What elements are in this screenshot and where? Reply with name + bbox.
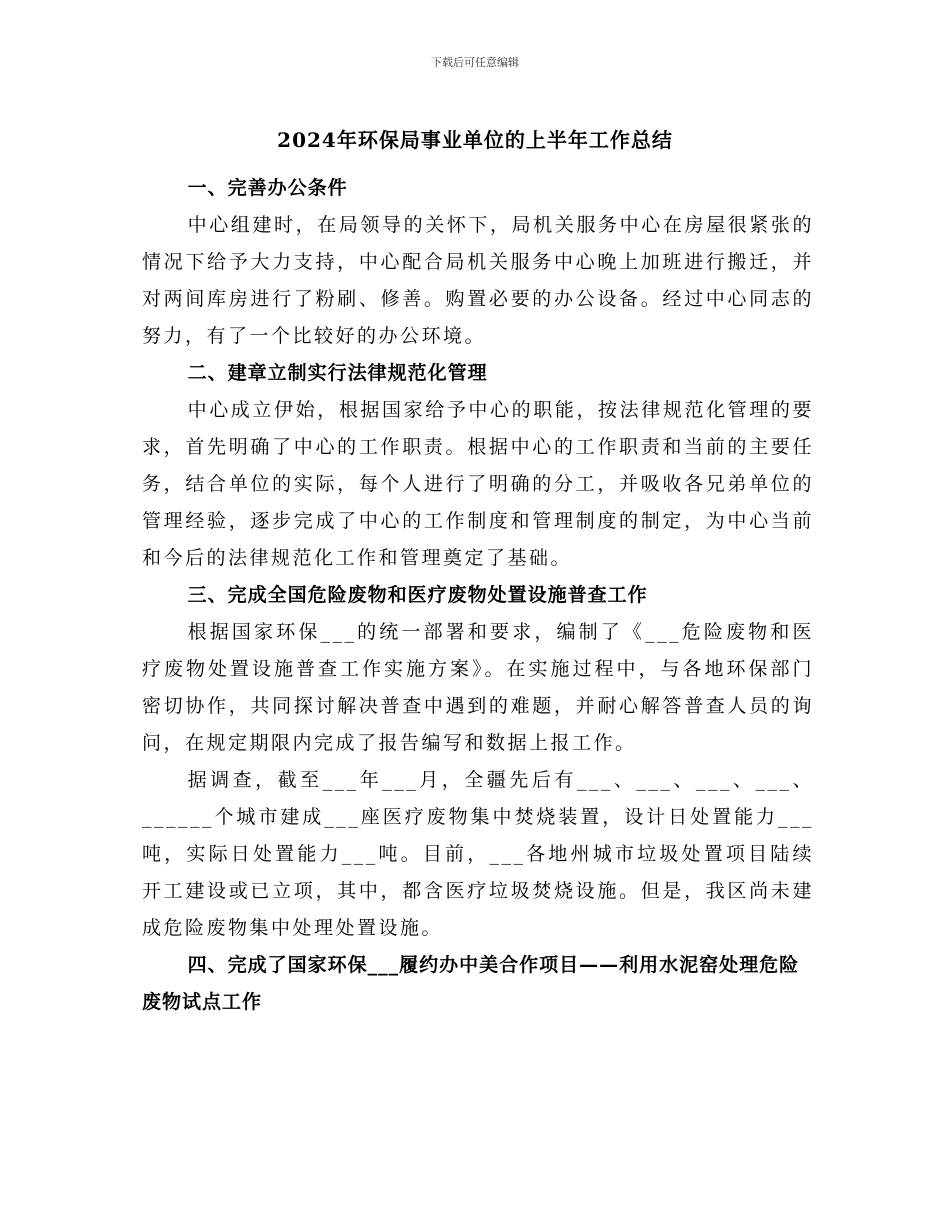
- header-note: 下载后可任意编辑: [431, 56, 519, 69]
- section-heading: 四、完成了国家环保___履约办中美合作项目——利用水泥窑处理危险废物试点工作: [142, 954, 800, 1013]
- section-1: [142, 170, 814, 355]
- document-body: [142, 170, 814, 1021]
- section-3: [142, 577, 814, 947]
- section-2: [142, 355, 814, 577]
- section-heading: 三、完成全国危险废物和医疗废物处置设施普查工作: [187, 584, 648, 606]
- paragraph: 中心组建时，在局领导的关怀下，局机关服务中心在房屋很紧张的情况下给予大力支持，中心配合局机关服务中心晚上加班进行搬迁，并对两间库房进行了粉刷、修善。购置必要的办公设备。经过中心同志的努力，有了一个比较好的办公环境。: [142, 214, 814, 347]
- section-heading: 一、完善办公条件: [187, 177, 348, 199]
- paragraph: 据调查，截至___年___月，全疆先后有___、___、___、___、______个城市建成___座医疗废物集中焚烧装置，设计日处置能力___吨，实际日处置能力___吨。目前，___各地州城市垃圾处置项目陆续开工建设或已立项，其中，都含医疗垃圾焚烧设施。但是，我区尚未建成危险废物集中处理处置设施。: [142, 769, 814, 939]
- paragraph: 根据国家环保___的统一部署和要求，编制了《___危险废物和医疗废物处置设施普查工作实施方案》。在实施过程中，与各地环保部门密切协作，共同探讨解决普查中遇到的难题，并耐心解答普查人员的询问，在规定期限内完成了报告编写和数据上报工作。: [142, 621, 814, 754]
- document-title: 2024年环保局事业单位的上半年工作总结: [277, 128, 673, 152]
- section-heading: 二、建章立制实行法律规范化管理: [187, 362, 488, 384]
- section-4: [142, 947, 814, 1021]
- paragraph: 中心成立伊始，根据国家给予中心的职能，按法律规范化管理的要求，首先明确了中心的工作职责。根据中心的工作职责和当前的主要任务，结合单位的实际，每个人进行了明确的分工，并吸收各兄弟单位的管理经验，逐步完成了中心的工作制度和管理制度的制定，为中心当前和今后的法律规范化工作和管理奠定了基础。: [142, 399, 814, 569]
